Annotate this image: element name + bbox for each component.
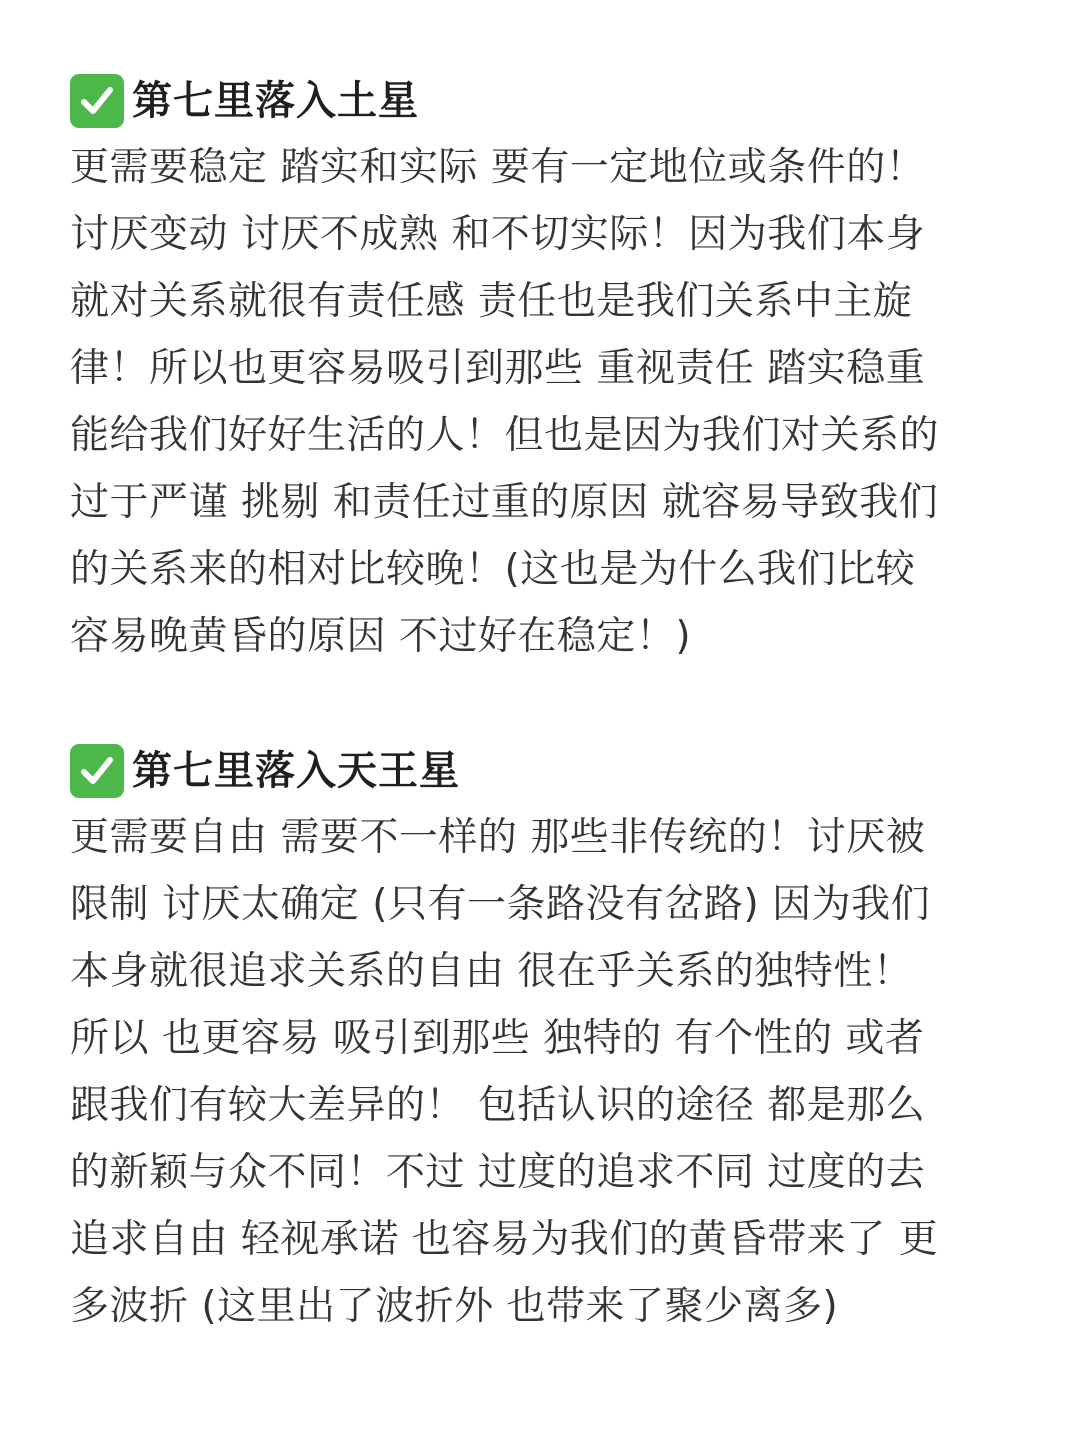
body-line: 追求自由 轻视承诺 也容易为我们的黄昏带来了 更 [70,1217,939,1262]
section-uranus [70,742,1020,1340]
body-line: 更需要稳定 踏实和实际 要有一定地位或条件的！ [70,145,926,190]
section-title: 第七里落入天王星 [132,748,460,794]
body-line: 能给我们好好生活的人！但也是因为我们对关系的 [70,413,940,458]
body-line: 的关系来的相对比较晚！(这也是为什么我们比较 [70,547,916,592]
section-body [70,134,1020,670]
body-line: 限制 讨厌太确定 (只有一条路没有岔路) 因为我们 [70,882,931,927]
body-line: 容易晚黄昏的原因 不过好在稳定！) [70,614,692,659]
body-line: 所以 也更容易 吸引到那些 独特的 有个性的 或者 [70,1016,925,1061]
body-line: 跟我们有较大差异的！ 包括认识的途径 都是那么 [70,1083,926,1128]
body-line: 律！所以也更容易吸引到那些 重视责任 踏实稳重 [70,346,926,391]
body-line: 过于严谨 挑剔 和责任过重的原因 就容易导致我们 [70,480,939,525]
body-line: 的新颖与众不同！不过 过度的追求不同 过度的去 [70,1150,926,1195]
section-saturn [70,72,1020,670]
check-mark-icon [70,744,124,798]
section-body [70,804,1020,1340]
check-mark-icon [70,74,124,128]
body-line: 本身就很追求关系的自由 很在乎关系的独特性！ [70,949,913,994]
body-line: 讨厌变动 讨厌不成熟 和不切实际！因为我们本身 [70,212,926,257]
body-line: 就对关系就很有责任感 责任也是我们关系中主旋 [70,279,913,324]
body-line: 多波折 (这里出了波折外 也带来了聚少离多) [70,1284,839,1329]
section-heading [70,742,1020,800]
body-line: 更需要自由 需要不一样的 那些非传统的！讨厌被 [70,815,926,860]
section-title: 第七里落入土星 [132,78,419,124]
section-heading [70,72,1020,130]
